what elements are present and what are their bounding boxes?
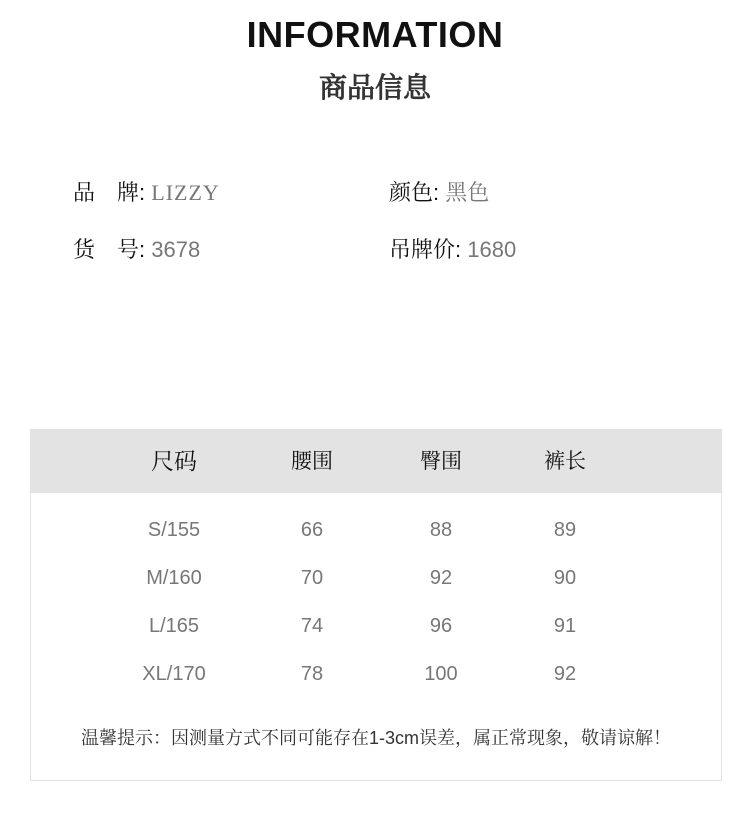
- info-color: [389, 178, 489, 208]
- table-cell-hip: 96: [429, 615, 453, 637]
- table-cell-hip: 92: [429, 567, 453, 589]
- header-waist: 腰围: [291, 450, 333, 473]
- table-cell-length: 90: [553, 567, 577, 589]
- price-label: 吊牌价:: [389, 237, 462, 262]
- header-hip: 臀围: [420, 450, 462, 473]
- header-length: 裤长: [544, 450, 586, 473]
- info-price: [389, 235, 516, 265]
- title-english: INFORMATION: [246, 14, 504, 55]
- sku-label: 货 号:: [73, 237, 146, 262]
- table-cell-length: 92: [553, 663, 577, 685]
- size-table: [30, 429, 722, 781]
- size-table-header: [31, 430, 721, 493]
- table-cell-size: S/155: [147, 519, 201, 541]
- sku-value: 3678: [151, 237, 201, 262]
- table-cell-size: L/165: [148, 615, 200, 637]
- header-size: 尺码: [151, 448, 197, 474]
- table-cell-waist: 66: [300, 519, 324, 541]
- table-cell-waist: 78: [300, 663, 324, 685]
- color-label: 颜色:: [389, 180, 440, 205]
- info-brand: [73, 178, 220, 208]
- price-value: 1680: [467, 237, 517, 262]
- table-cell-size: XL/170: [142, 663, 206, 685]
- table-cell-waist: 74: [300, 615, 324, 637]
- color-value: 黑色: [445, 180, 490, 205]
- table-cell-size: M/160: [146, 567, 202, 589]
- brand-label: 品 牌:: [73, 180, 146, 205]
- info-sku: [73, 235, 200, 265]
- brand-value: LIZZY: [151, 180, 220, 205]
- table-cell-hip: 88: [429, 519, 453, 541]
- table-cell-waist: 70: [300, 567, 324, 589]
- table-cell-length: 91: [553, 615, 577, 637]
- table-cell-hip: 100: [424, 663, 458, 685]
- table-cell-length: 89: [553, 519, 577, 541]
- measurement-note: 温馨提示：因测量方式不同可能存在1-3cm误差，属正常现象，敬请谅解！: [80, 728, 671, 748]
- title-chinese: 商品信息: [318, 72, 431, 103]
